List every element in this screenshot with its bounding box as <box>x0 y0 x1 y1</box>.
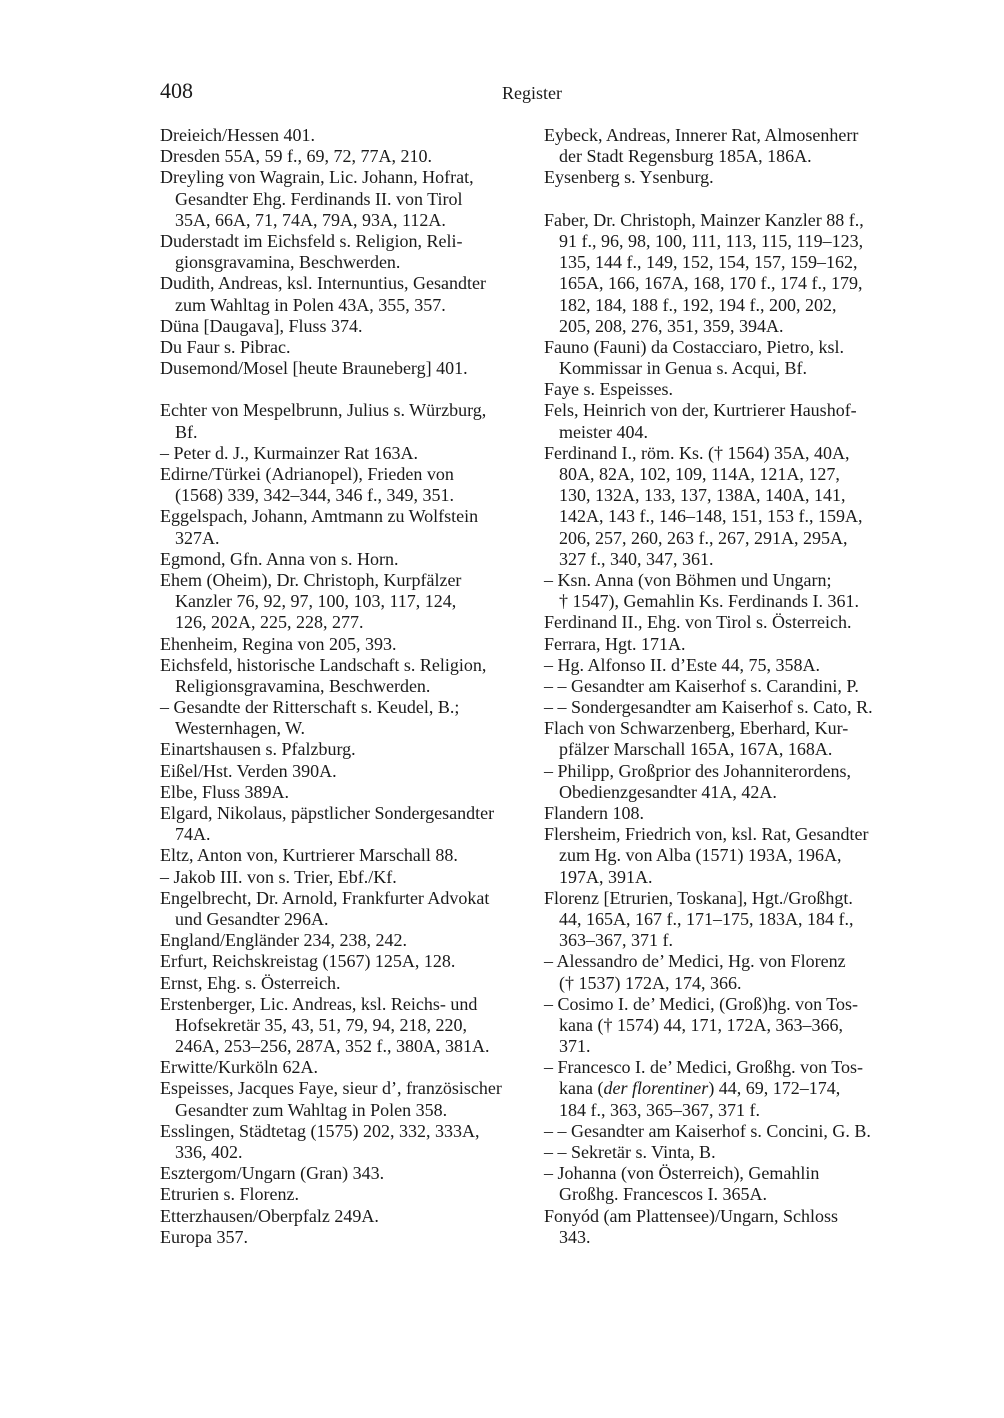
index-entry <box>544 400 914 442</box>
index-entry <box>160 973 530 994</box>
index-entry-headline: – – Gesandter am Kaiserhof s. Concini, G. B. <box>544 1120 871 1141</box>
index-entry-headline: Eggelspach, Johann, Amtmann zu Wolfstein <box>160 506 479 527</box>
index-entry <box>544 951 914 993</box>
index-entry <box>544 655 914 676</box>
index-entry-continuation: 74A. <box>175 824 211 845</box>
index-entry <box>544 1206 914 1248</box>
index-entry-headline: Eißel/Hst. Verden 390A. <box>160 760 337 781</box>
index-entry <box>160 930 530 951</box>
index-entry <box>160 570 530 634</box>
index-entry <box>160 888 530 930</box>
index-entry-continuation: 197A, 391A. <box>559 866 653 887</box>
index-entry-headline: – – Sondergesandter am Kaiserhof s. Cato, R. <box>544 697 873 718</box>
index-entry-headline: – – Sekretär s. Vinta, B. <box>544 1142 716 1162</box>
index-entry-headline: – – Gesandter am Kaiserhof s. Carandini, P. <box>544 675 859 696</box>
index-entry-continuation: Gesandter zum Wahltag in Polen 358. <box>175 1099 448 1120</box>
index-entry-continuation: 165A, 166, 167A, 168, 170 f., 174 f., 179, <box>559 273 863 294</box>
index-entry-headline: Düna [Daugava], Fluss 374. <box>160 315 363 336</box>
index-entry-headline: Dreyling von Wagrain, Lic. Johann, Hofrat, <box>160 167 474 188</box>
index-entry <box>160 655 530 697</box>
italic-quotation: der florentiner <box>603 1078 709 1099</box>
index-entry <box>160 782 530 803</box>
index-entry-continuation: der Stadt Regensburg 185A, 186A. <box>559 146 812 167</box>
index-entry <box>160 1057 530 1078</box>
index-entry-continuation: 182, 184, 188 f., 192, 194 f., 200, 202, <box>559 294 837 315</box>
index-entry <box>160 464 530 506</box>
index-entry-continuation: 336, 402. <box>175 1142 243 1162</box>
index-entry <box>544 570 914 612</box>
index-entry-headline: – Peter d. J., Kurmainzer Rat 163A. <box>160 442 418 463</box>
index-entry-headline: Flersheim, Friedrich von, ksl. Rat, Gesandter <box>544 824 869 845</box>
index-entry <box>160 231 530 273</box>
index-entry <box>544 1057 914 1121</box>
index-entry-headline: – Ksn. Anna (von Böhmen und Ungarn; <box>544 569 832 590</box>
index-entry <box>160 549 530 570</box>
running-head: Register <box>502 83 562 103</box>
index-entry <box>544 337 914 379</box>
index-entry-headline: England/Engländer 234, 238, 242. <box>160 930 407 951</box>
index-entry <box>544 824 914 888</box>
index-entry-headline: Ferdinand I., röm. Ks. († 1564) 35A, 40A, <box>544 442 850 463</box>
index-entry-headline: – Francesco I. de’ Medici, Großhg. von Tos- <box>544 1057 863 1078</box>
index-entry-headline: Flach von Schwarzenberg, Eberhard, Kur- <box>544 718 849 739</box>
letter-group-separator <box>160 379 530 400</box>
index-entry <box>160 803 530 845</box>
index-entry <box>160 951 530 972</box>
index-entry-headline: – Philipp, Großprior des Johanniterordens, <box>544 760 851 781</box>
index-entry-continuation: † 1547), Gemahlin Ks. Ferdinands I. 361. <box>559 591 859 612</box>
index-entry-headline: Ferdinand II., Ehg. von Tirol s. Österreich. <box>544 612 852 633</box>
index-entry-continuation: Westernhagen, W. <box>175 718 306 739</box>
index-entry <box>160 697 530 739</box>
index-entry-headline: Etterzhausen/Oberpfalz 249A. <box>160 1205 379 1226</box>
index-entry-headline: Erfurt, Reichskreistag (1567) 125A, 128. <box>160 951 456 972</box>
index-entry-continuation: († 1537) 172A, 174, 366. <box>559 972 742 993</box>
index-entry-headline: Esztergom/Ungarn (Gran) 343. <box>160 1163 385 1184</box>
index-entry-continuation: Kommissar in Genua s. Acqui, Bf. <box>559 358 807 379</box>
index-entry-continuation: gionsgravamina, Beschwerden. <box>175 252 401 273</box>
index-entry-continuation: Religionsgravamina, Beschwerden. <box>175 675 431 696</box>
index-entry-headline: Ehem (Oheim), Dr. Christoph, Kurpfälzer <box>160 569 462 590</box>
index-entry-continuation: 126, 202A, 225, 228, 277. <box>175 612 364 633</box>
index-entry <box>544 676 914 697</box>
index-entry-headline: Edirne/Türkei (Adrianopel), Frieden von <box>160 464 454 484</box>
index-entry-headline: Dudith, Andreas, ksl. Internuntius, Gesandter <box>160 273 486 294</box>
index-entry-headline: Elgard, Nikolaus, päpstlicher Sondergesandter <box>160 803 495 823</box>
index-entry <box>544 634 914 655</box>
index-entry-headline: Faber, Dr. Christoph, Mainzer Kanzler 88 f., <box>544 209 864 230</box>
index-entry <box>160 146 530 167</box>
index-entry-continuation: Bf. <box>175 421 198 442</box>
index-entry <box>544 718 914 760</box>
index-entry <box>160 739 530 760</box>
index-entry-headline: – Jakob III. von s. Trier, Ebf./Kf. <box>160 866 397 887</box>
index-entry <box>160 761 530 782</box>
index-entry-continuation: 206, 257, 260, 263 f., 267, 291A, 295A, <box>559 527 848 548</box>
index-entry <box>544 379 914 400</box>
index-entry-headline: – Hg. Alfonso II. d’Este 44, 75, 358A. <box>544 654 820 675</box>
index-entry <box>160 167 530 231</box>
index-entry <box>160 400 530 442</box>
index-entry-continuation: Obedienzgesandter 41A, 42A. <box>559 781 777 802</box>
index-entry <box>544 697 914 718</box>
index-entry <box>160 337 530 358</box>
index-entry <box>544 210 914 337</box>
index-entry <box>160 994 530 1058</box>
index-entry-continuation: 205, 208, 276, 351, 359, 394A. <box>559 315 784 336</box>
index-entry <box>160 1163 530 1184</box>
index-entry-headline: Eybeck, Andreas, Innerer Rat, Almosenherr <box>544 125 859 145</box>
index-entry-continuation: 130, 132A, 133, 137, 138A, 140A, 141, <box>559 485 846 506</box>
index-entry-continuation: zum Hg. von Alba (1571) 193A, 196A, <box>559 845 842 866</box>
index-entry-continuation: 91 f., 96, 98, 100, 111, 113, 115, 119–123, <box>559 230 864 251</box>
index-entry-headline: – Cosimo I. de’ Medici, (Groß)hg. von Tos- <box>544 993 859 1014</box>
index-entry-headline: Duderstadt im Eichsfeld s. Religion, Reli- <box>160 230 463 251</box>
index-entry-continuation: meister 404. <box>559 421 648 442</box>
index-entry <box>160 1078 530 1120</box>
index-entry-headline: Etrurien s. Florenz. <box>160 1184 299 1205</box>
index-entry-continuation: 371. <box>559 1036 591 1057</box>
index-entry-headline: Flandern 108. <box>544 803 644 823</box>
index-column-left <box>160 125 530 1248</box>
index-entry-continuation: 35A, 66A, 71, 74A, 79A, 93A, 112A. <box>175 209 446 230</box>
index-entry-continuation: 184 f., 363, 365–367, 371 f. <box>559 1099 760 1120</box>
index-entry-continuation: kana (der florentiner) 44, 69, 172–174, <box>559 1078 841 1099</box>
index-entry <box>160 316 530 337</box>
index-entry-headline: Fauno (Fauni) da Costacciaro, Pietro, ksl. <box>544 336 844 357</box>
index-entry-headline: Dresden 55A, 59 f., 69, 72, 77A, 210. <box>160 146 432 167</box>
index-entry-continuation: Kanzler 76, 92, 97, 100, 103, 117, 124, <box>175 591 457 612</box>
index-entry-continuation: zum Wahltag in Polen 43A, 355, 357. <box>175 294 446 315</box>
index-entry-continuation: 135, 144 f., 149, 152, 154, 157, 159–162, <box>559 252 858 273</box>
index-entry-continuation: 80A, 82A, 102, 109, 114A, 121A, 127, <box>559 464 840 484</box>
index-entry <box>160 1206 530 1227</box>
index-entry-continuation: 327 f., 340, 347, 361. <box>559 548 714 569</box>
index-entry-continuation: und Gesandter 296A. <box>175 908 329 929</box>
index-entry-headline: Egmond, Gfn. Anna von s. Horn. <box>160 548 399 569</box>
index-entry-continuation: 327A. <box>175 527 220 548</box>
index-entry-headline: Fonyód (am Plattensee)/Ungarn, Schloss <box>544 1205 838 1226</box>
index-entry-continuation: 363–367, 371 f. <box>559 930 673 951</box>
page-number: 408 <box>160 78 193 103</box>
index-entry-headline: – Alessandro de’ Medici, Hg. von Florenz <box>544 951 846 972</box>
index-entry-headline: Erstenberger, Lic. Andreas, ksl. Reichs- und <box>160 993 478 1014</box>
index-entry <box>544 443 914 570</box>
index-entry-headline: Ehenheim, Regina von 205, 393. <box>160 633 397 654</box>
index-entry-headline: Erwitte/Kurköln 62A. <box>160 1057 318 1078</box>
index-entry-headline: Eysenberg s. Ysenburg. <box>544 167 714 188</box>
index-entry <box>544 125 914 167</box>
index-entry-headline: Florenz [Etrurien, Toskana], Hgt./Großhgt. <box>544 887 853 908</box>
index-entry-headline: Du Faur s. Pibrac. <box>160 336 291 357</box>
index-entry-headline: – Gesandte der Ritterschaft s. Keudel, B.; <box>160 697 460 718</box>
index-entry <box>160 125 530 146</box>
index-entry-continuation: 246A, 253–256, 287A, 352 f., 380A, 381A. <box>175 1036 490 1057</box>
index-entry <box>160 867 530 888</box>
index-entry <box>160 1227 530 1248</box>
index-entry-headline: Eichsfeld, historische Landschaft s. Religion, <box>160 654 487 675</box>
index-entry-continuation: kana († 1574) 44, 171, 172A, 363–366, <box>559 1014 843 1035</box>
index-entry-continuation: pfälzer Marschall 165A, 167A, 168A. <box>559 739 833 760</box>
index-entry-continuation: Hofsekretär 35, 43, 51, 79, 94, 218, 220, <box>175 1014 467 1035</box>
index-column-right <box>544 125 914 1248</box>
index-entry <box>160 634 530 655</box>
index-entry <box>160 506 530 548</box>
index-entry-continuation: (1568) 339, 342–344, 346 f., 349, 351. <box>175 485 454 506</box>
index-entry-headline: Einartshausen s. Pfalzburg. <box>160 739 356 760</box>
index-entry <box>160 358 530 379</box>
index-entry-headline: Dusemond/Mosel [heute Brauneberg] 401. <box>160 358 468 379</box>
index-entry <box>160 1184 530 1205</box>
index-entry-headline: Ferrara, Hgt. 171A. <box>544 633 686 654</box>
index-entry-headline: Faye s. Espeisses. <box>544 379 673 400</box>
index-entry-continuation: 343. <box>559 1226 591 1247</box>
index-entry-headline: Elbe, Fluss 389A. <box>160 781 290 802</box>
index-entry-headline: Fels, Heinrich von der, Kurtrierer Haushof- <box>544 400 857 421</box>
index-entry-headline: Europa 357. <box>160 1226 248 1247</box>
index-entry <box>544 1121 914 1142</box>
index-entry-headline: Esslingen, Städtetag (1575) 202, 332, 333A, <box>160 1120 480 1141</box>
index-entry-headline: – Johanna (von Österreich), Gemahlin <box>544 1163 820 1184</box>
index-entry-headline: Echter von Mespelbrunn, Julius s. Würzburg, <box>160 400 487 421</box>
index-entry-continuation: 142A, 143 f., 146–148, 151, 153 f., 159A, <box>559 506 863 527</box>
index-entry <box>160 845 530 866</box>
index-entry <box>160 1121 530 1163</box>
index-entry <box>544 167 914 188</box>
index-entry <box>160 273 530 315</box>
index-entry <box>544 761 914 803</box>
letter-group-separator <box>544 189 914 210</box>
index-entry-headline: Eltz, Anton von, Kurtrierer Marschall 88. <box>160 845 458 866</box>
index-entry <box>544 888 914 952</box>
index-entry-continuation: Großhg. Francescos I. 365A. <box>559 1184 767 1205</box>
index-entry-headline: Dreieich/Hessen 401. <box>160 125 315 145</box>
index-entry <box>544 994 914 1058</box>
index-entry <box>160 443 530 464</box>
index-entry <box>544 1163 914 1205</box>
index-entry-headline: Espeisses, Jacques Faye, sieur d’, französischer <box>160 1078 502 1099</box>
index-entry-headline: Engelbrecht, Dr. Arnold, Frankfurter Advokat <box>160 887 490 908</box>
index-entry <box>544 612 914 633</box>
index-entry-continuation: Gesandter Ehg. Ferdinands II. von Tirol <box>175 188 463 209</box>
index-entry-continuation: 44, 165A, 167 f., 171–175, 183A, 184 f., <box>559 908 854 929</box>
index-entry <box>544 1142 914 1163</box>
index-entry <box>544 803 914 824</box>
index-entry-headline: Ernst, Ehg. s. Österreich. <box>160 972 341 993</box>
